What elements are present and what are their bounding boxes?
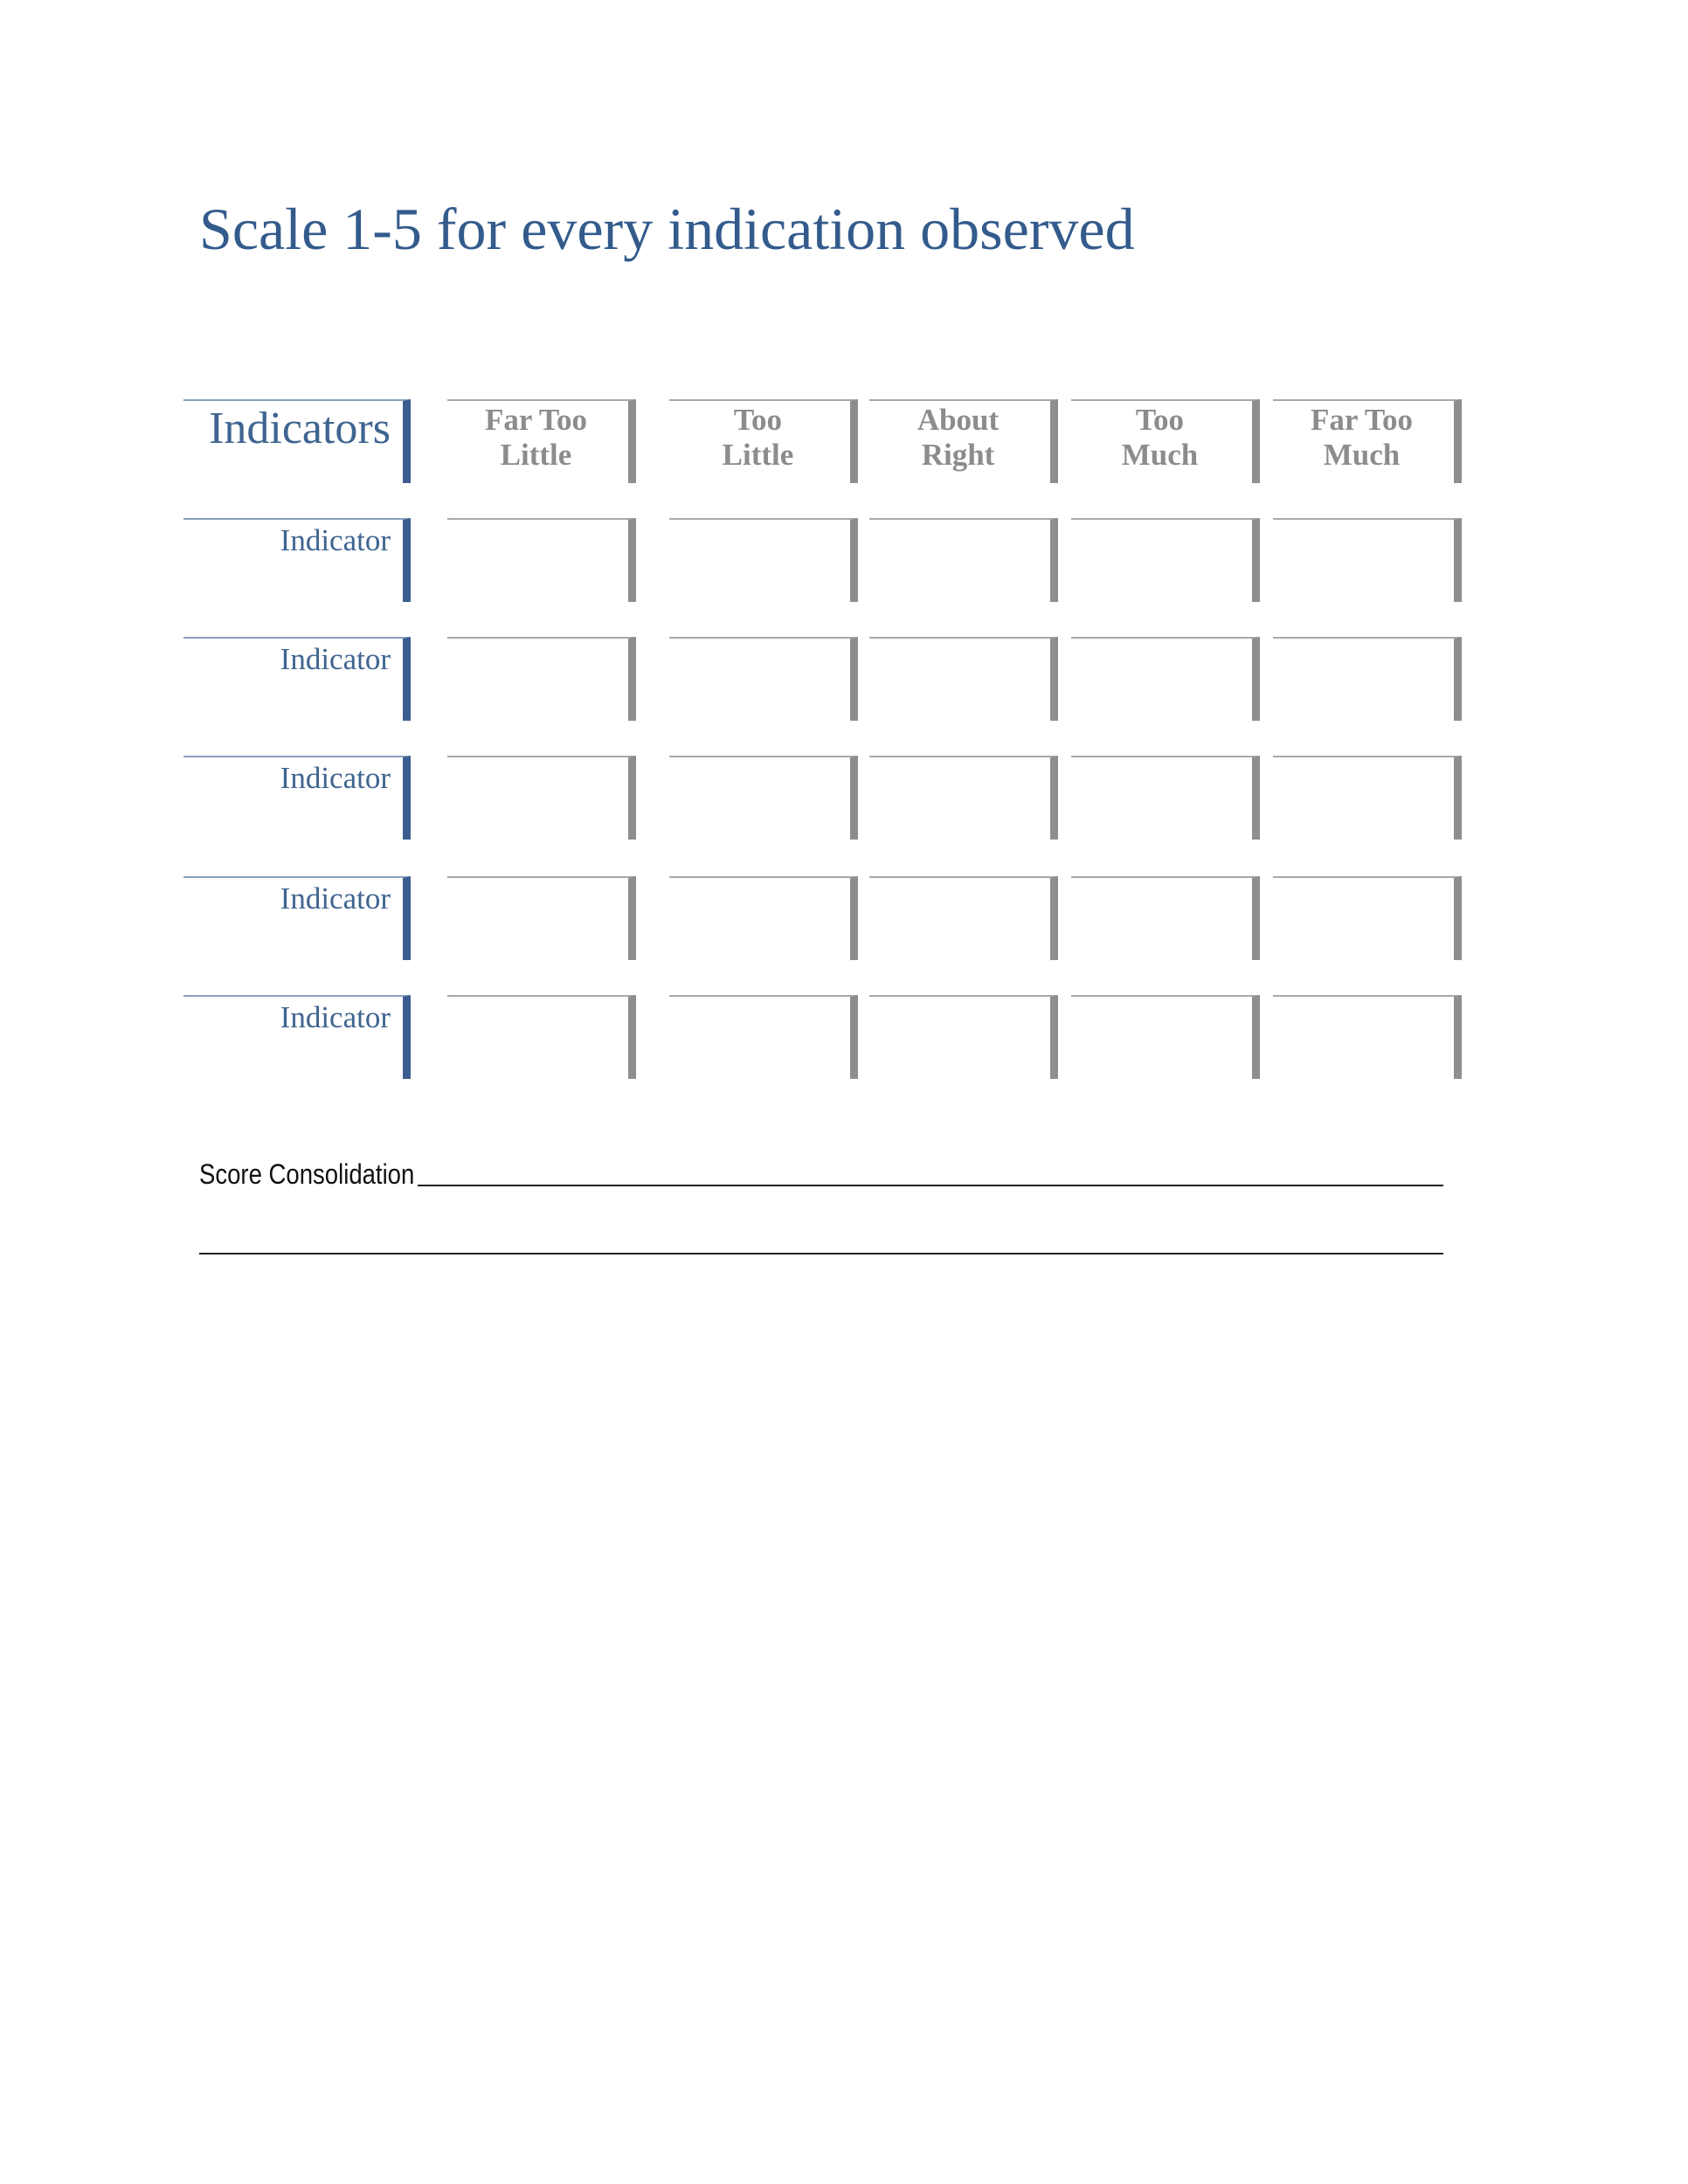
page-title: Scale 1-5 for every indication observed (199, 196, 1135, 262)
rating-cell-far-too-little[interactable] (447, 518, 636, 602)
column-header-line-2: Right (921, 438, 995, 472)
column-header-line-1: Far Too (484, 403, 588, 437)
score-consolidation-label: Score Consolidation (199, 1158, 415, 1190)
indicator-label: Indicator (183, 876, 411, 960)
rating-cell-too-much[interactable] (1071, 518, 1260, 602)
rating-cell-too-little[interactable] (669, 876, 858, 960)
indicator-label: Indicator (183, 995, 411, 1079)
column-header-too-much (1071, 399, 1260, 483)
indicator-label: Indicator (183, 637, 411, 721)
column-header-line-1: About (917, 403, 1000, 437)
column-header-line-1: Too (733, 403, 783, 437)
indicator-label: Indicator (183, 756, 411, 840)
rating-cell-too-little[interactable] (669, 756, 858, 840)
column-header-far-too-little (447, 399, 636, 483)
score-consolidation-line[interactable] (418, 1185, 1443, 1186)
rating-cell-about-right[interactable] (869, 876, 1058, 960)
rating-cell-too-little[interactable] (669, 518, 858, 602)
indicator-label: Indicator (183, 518, 411, 602)
rating-cell-far-too-much[interactable] (1273, 995, 1462, 1079)
column-header-line-2: Little (722, 438, 794, 472)
column-header-far-too-much (1273, 399, 1462, 483)
indicators-header: Indicators (183, 399, 411, 483)
rating-cell-too-much[interactable] (1071, 995, 1260, 1079)
rating-cell-far-too-little[interactable] (447, 756, 636, 840)
rating-cell-too-much[interactable] (1071, 637, 1260, 721)
column-header-line-2: Much (1121, 438, 1199, 472)
column-header-line-1: Too (1135, 403, 1185, 437)
column-header-too-little (669, 399, 858, 483)
column-header-line-1: Far Too (1310, 403, 1414, 437)
rating-cell-too-much[interactable] (1071, 876, 1260, 960)
rating-cell-too-little[interactable] (669, 637, 858, 721)
rating-cell-far-too-much[interactable] (1273, 876, 1462, 960)
rating-cell-too-much[interactable] (1071, 756, 1260, 840)
rating-cell-about-right[interactable] (869, 518, 1058, 602)
rating-cell-far-too-little[interactable] (447, 876, 636, 960)
rating-cell-far-too-little[interactable] (447, 995, 636, 1079)
rating-cell-too-little[interactable] (669, 995, 858, 1079)
rating-cell-about-right[interactable] (869, 637, 1058, 721)
score-consolidation (199, 1150, 1443, 1188)
rating-cell-about-right[interactable] (869, 756, 1058, 840)
rating-cell-far-too-much[interactable] (1273, 518, 1462, 602)
column-header-line-2: Little (500, 438, 572, 472)
column-header-line-2: Much (1323, 438, 1401, 472)
rating-cell-far-too-little[interactable] (447, 637, 636, 721)
score-consolidation-line-2[interactable] (199, 1253, 1443, 1254)
rating-cell-far-too-much[interactable] (1273, 756, 1462, 840)
rating-cell-about-right[interactable] (869, 995, 1058, 1079)
rating-cell-far-too-much[interactable] (1273, 637, 1462, 721)
column-header-about-right (869, 399, 1058, 483)
